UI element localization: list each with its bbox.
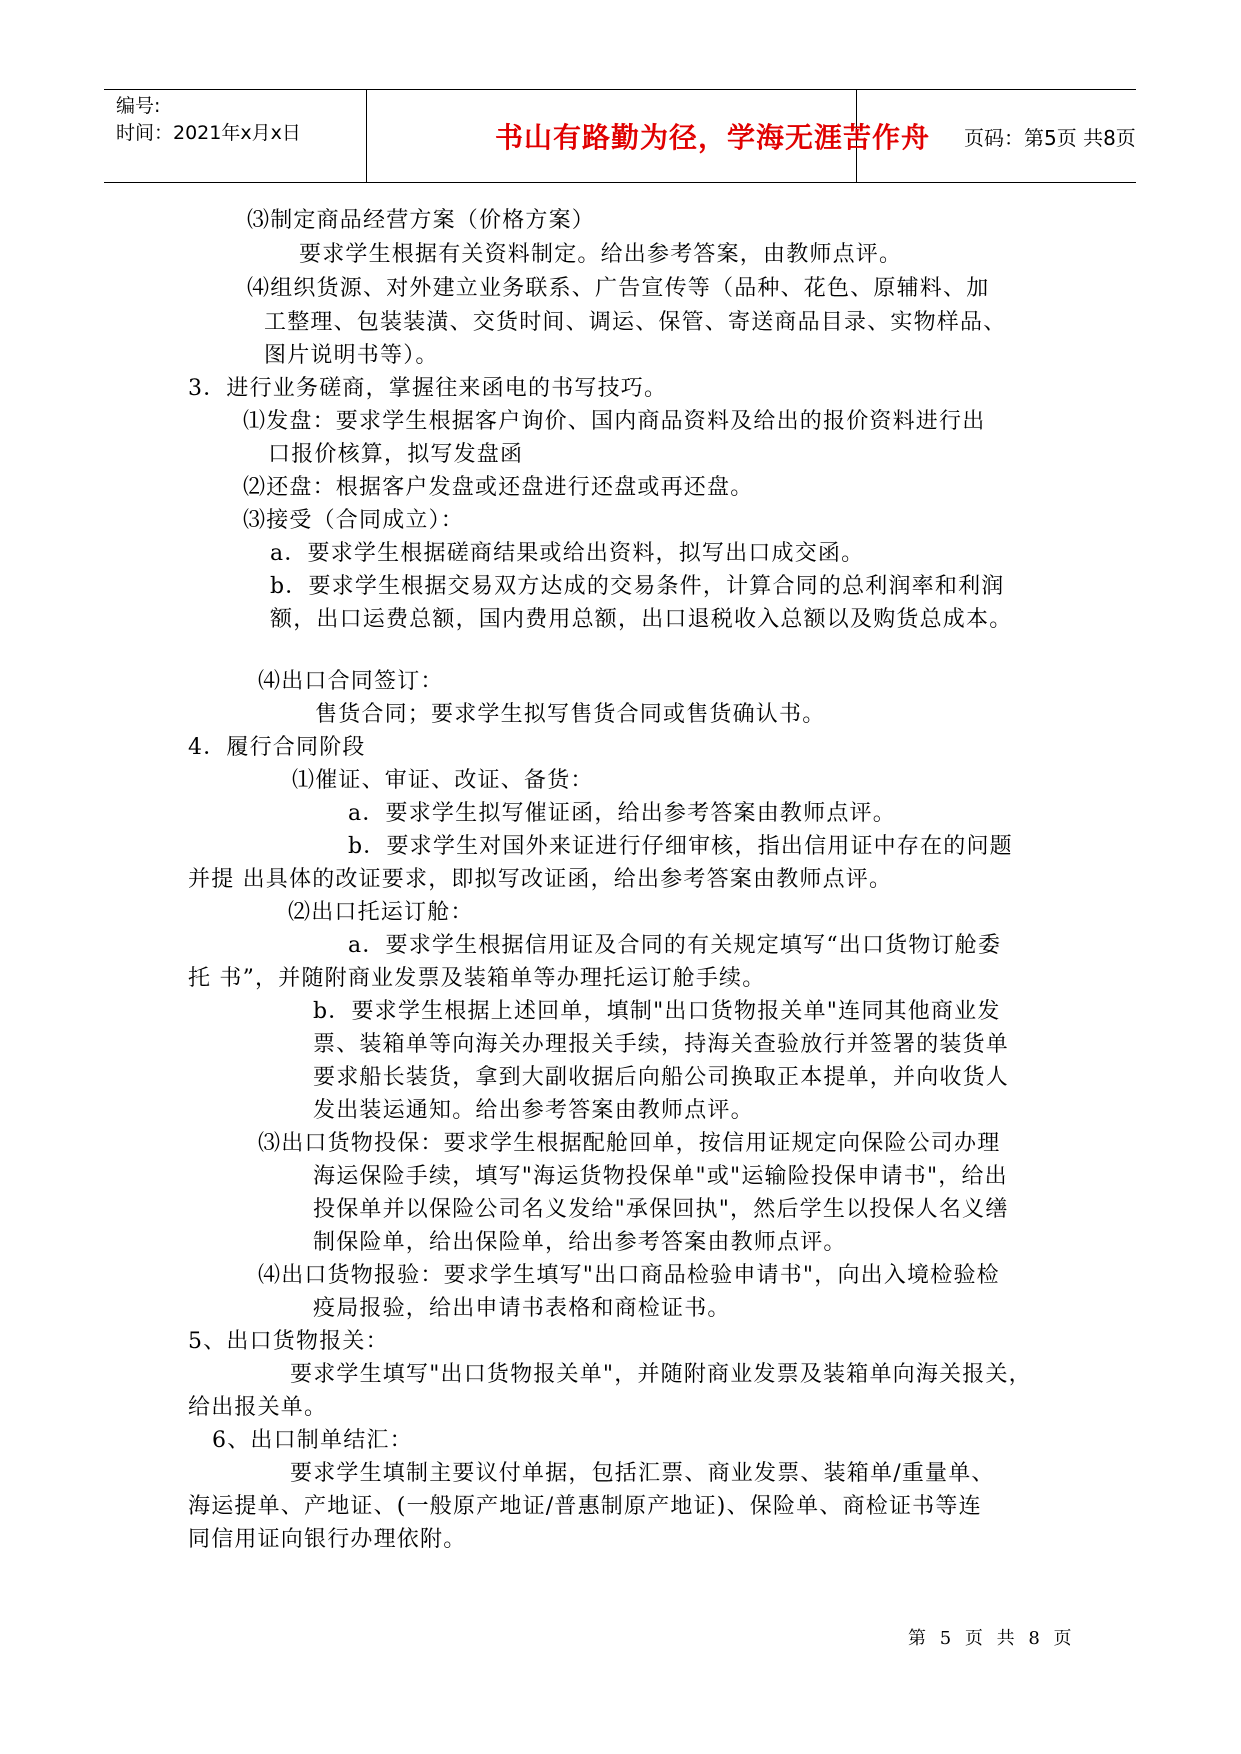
text-line: b．要求学生对国外来证进行仔细审核，指出信用证中存在的问题 — [348, 834, 1013, 859]
header-meta — [116, 93, 466, 147]
text-line: a．要求学生根据磋商结果或给出资料，拟写出口成交函。 — [270, 541, 865, 566]
header-page-label: 页码：第5页 共8页 — [964, 125, 1136, 150]
text-line: 票、装箱单等向海关办理报关手续，持海关查验放行并签署的装货单 — [313, 1032, 1010, 1057]
text-line: 口报价核算，拟写发盘函 — [268, 442, 524, 467]
text-line: 图片说明书等）。 — [264, 343, 439, 368]
text-line: ⑴催证、审证、改证、备货： — [292, 768, 594, 793]
text-line: a．要求学生拟写催证函，给出参考答案由教师点评。 — [348, 801, 896, 826]
header-motto: 书山有路勤为径，学海无涯苦作舟 — [494, 121, 930, 154]
text-line: ⑶接受（合同成立）： — [243, 508, 465, 533]
text-line: 要求学生填制主要议付单据，包括汇票、商业发票、装箱单/重量单、 — [290, 1461, 995, 1486]
section-heading: 4．履行合同阶段 — [188, 735, 366, 760]
document-time-label: 时间：2021年x月x日 — [116, 122, 301, 144]
text-line: 要求学生根据有关资料制定。给出参考答案，由教师点评。 — [299, 242, 903, 267]
text-line: 并提 出具体的改证要求，即拟写改证函，给出参考答案由教师点评。 — [188, 867, 893, 892]
text-line: 海运提单、产地证、(一般原产地证/普惠制原产地证)、保险单、商检证书等连 — [188, 1494, 982, 1519]
text-line: 额，出口运费总额，国内费用总额，出口退税收入总额以及购货总成本。 — [270, 607, 1013, 632]
text-line: 同信用证向银行办理依附。 — [188, 1527, 467, 1552]
text-line: 海运保险手续，填写"海运货物投保单"或"运输险投保申请书"，给出 — [313, 1164, 1008, 1189]
text-line: a．要求学生根据信用证及合同的有关规定填写“出口货物订舱委 — [348, 933, 1002, 958]
text-line: ⑷出口合同签订： — [258, 669, 444, 694]
text-line: 投保单并以保险公司名义发给"承保回执"，然后学生以投保人名义缮 — [313, 1197, 1009, 1222]
text-line: ⑵还盘：根据客户发盘或还盘进行还盘或再还盘。 — [243, 475, 754, 500]
text-line: 制保险单，给出保险单，给出参考答案由教师点评。 — [313, 1230, 847, 1255]
text-line: ⑶制定商品经营方案（价格方案） — [247, 208, 596, 233]
text-line: ⑶出口货物投保：要求学生根据配舱回单，按信用证规定向保险公司办理 — [258, 1131, 1001, 1156]
text-line: 要求船长装货，拿到大副收据后向船公司换取正本提单，并向收货人 — [313, 1065, 1010, 1090]
section-heading: 3．进行业务磋商，掌握往来函电的书写技巧。 — [188, 376, 668, 401]
section-heading: 5、出口货物报关： — [188, 1329, 389, 1354]
text-line: 售货合同；要求学生拟写售货合同或售货确认书。 — [315, 702, 826, 727]
text-line: 发出装运通知。给出参考答案由教师点评。 — [313, 1098, 754, 1123]
text-line: ⑷出口货物报验：要求学生填写"出口商品检验申请书"，向出入境检验检 — [258, 1263, 1000, 1288]
page-footer: 第 5 页 共 8 页 — [908, 1628, 1076, 1649]
text-line: 托 书”，并随附商业发票及装箱单等办理托运订舱手续。 — [188, 966, 766, 991]
text-line: b．要求学生根据交易双方达成的交易条件，计算合同的总利润率和利润 — [270, 574, 1005, 599]
section-heading: 6、出口制单结汇： — [212, 1428, 413, 1453]
text-line: 要求学生填写"出口货物报关单"，并随附商业发票及装箱单向海关报关， — [290, 1362, 1032, 1387]
text-line: ⑷组织货源、对外建立业务联系、广告宣传等（品种、花色、原辅料、加 — [247, 276, 990, 301]
text-line: ⑵出口托运订舱： — [288, 900, 474, 925]
text-line: 工整理、包装装潢、交货时间、调运、保管、寄送商品目录、实物样品、 — [264, 310, 1007, 335]
text-line: 疫局报验，给出申请书表格和商检证书。 — [313, 1296, 731, 1321]
text-line: 给出报关单。 — [188, 1395, 328, 1420]
text-line: b．要求学生根据上述回单，填制"出口货物报关单"连同其他商业发 — [313, 999, 1001, 1024]
document-number-label: 编号: — [116, 95, 161, 117]
page-header — [104, 89, 1136, 183]
text-line: ⑴发盘：要求学生根据客户询价、国内商品资料及给出的报价资料进行出 — [243, 409, 986, 434]
